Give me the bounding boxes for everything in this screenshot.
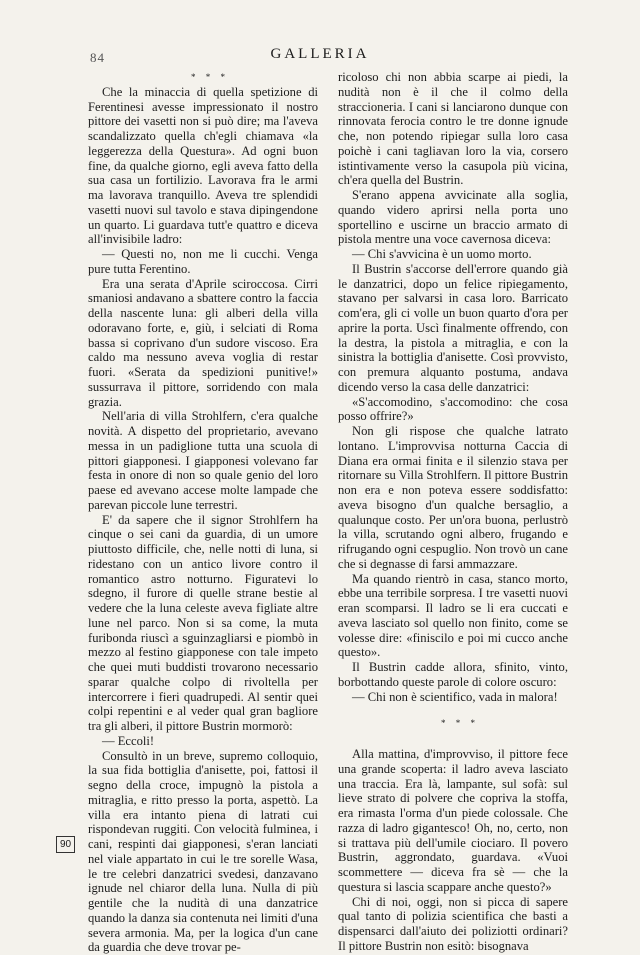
paragraph: Il Bustrin cadde allora, sfinito, vinto, borbottando queste parole di colore oscuro: bbox=[338, 660, 568, 690]
section-ornament: * * * bbox=[338, 716, 568, 731]
paragraph: — Chi non è scientifico, vada in malora! bbox=[338, 690, 568, 705]
paragraph: Era una serata d'Aprile sciroccosa. Cirri smaniosi andavano a sbattere contro la faccia della nascente luna: gli alberi della villa odoravano forte, e, giù, i selciati di Roma bassa si coprivano d'un sudore viscoso. Era caldo ma nessuno aveva voglia di restar fuori. «Serata da spedizioni punitive!» sussurrava il pittore, sorridendo con mala grazia. bbox=[88, 277, 318, 410]
paragraph: — Chi s'avvicina è un uomo morto. bbox=[338, 247, 568, 262]
paragraph: Non gli rispose che qualche latrato lontano. L'improvvisa notturna Caccia di Diana era ormai finita e il silenzio stava per ritornare su Villa Strohlfern. Il pittore Bustrin non era e non poteva essere soddisfatto: aveva bisogno d'un qualche bersaglio, a qualunque costo. Per un'ora buona, perlustrò la villa, scrutando ogni albero, frugando e rifrugando ogni cespuglio. Non trovò un cane che si degnasse di farsi ammazzare. bbox=[338, 424, 568, 572]
paragraph: Consultò in un breve, supremo colloquio, la sua fida bottiglia d'anisette, poi, fattosi il segno della croce, impugnò la pistola a mitraglia, e ritto presso la porta, aspettò. La villa era intanto piena di latrati cui rispondevan ruggiti. Con velocità fulminea, i cani, respinti dai giapponesi, s'eran lanciati nel viale appartato in cui le tre sorelle Wasa, le tre celebri danzatrici svedesi, danzavano ignude nel chiaror della luna. Nulla di più gentile che la nudità di una danzatrice quando la danza sia contenuta nei limiti d'una severa armonia. Ma, per la logica d'un cane da guardia che deve trovar pe- bbox=[88, 749, 318, 955]
running-title: GALLERIA bbox=[0, 46, 640, 63]
paragraph: Che la minaccia di quella spetizione di Ferentinesi avesse impressionato il nostro pittore dei vasetti non si può dire; ma l'aveva scandalizzato quella ch'egli chiamava «la leggerezza della Questura». Ad ogni buon fine, da qualche giorno, egli aveva fatto della sua casa un fortilizio. Lavorava fra le armi ma lavorava tranquillo. Aveva tre splendidi vasetti nuovi sul tavolo e stava dipingendone un quarto. Li guardava tutt'e quattro e diceva all'invisibile ladro: bbox=[88, 85, 318, 247]
paragraph: — Eccoli! bbox=[88, 734, 318, 749]
margin-page-badge: 90 bbox=[56, 836, 75, 853]
paragraph: ricoloso chi non abbia scarpe ai piedi, la nudità non è il che il colmo della straccioneria. I cani si lanciarono dunque con rinnovata ferocia contro le tre donne ignude che, non potendo ripiegar sulla loro casa poichè i cani tagliavan loro la via, corsero istintivamente verso la casupola più vicina, ch'era quella del Bustrin. bbox=[338, 70, 568, 188]
paragraph: — Questi no, non me li cucchi. Venga pure tutta Ferentino. bbox=[88, 247, 318, 277]
paragraph: S'erano appena avvicinate alla soglia, quando videro aprirsi nella porta uno sportellino e uscirne un braccio armato di pistola mentre una voce cavernosa diceva: bbox=[338, 188, 568, 247]
paragraph: «S'accomodino, s'accomodino: che cosa posso offrire?» bbox=[338, 395, 568, 425]
paragraph: Alla mattina, d'improvviso, il pittore fece una grande scoperta: il ladro aveva lasciato una traccia. Era là, lampante, sul sofà: sul lieve strato di polvere che copriva la stoffa, era rimasta l'orma d'un piede colossale. Che razza di ladro gigantesco! Oh, no, certo, non si trattava più dell'umile ciociaro. Il povero Bustrin, aggrondato, guardava. «Vuoi scommettere — diceva fra sè — che la questura si lascia scappare anche questo?» bbox=[338, 747, 568, 895]
paragraph: Ma quando rientrò in casa, stanco morto, ebbe una terribile sorpresa. I tre vasetti nuovi eran scomparsi. Il ladro se li era cuccati e aveva lasciato sol quello non finito, come se volesse dire: «finiscilo e poi mi cucco anche questo». bbox=[338, 572, 568, 661]
right-column bbox=[338, 70, 568, 954]
left-column bbox=[88, 70, 318, 955]
paragraph: Chi di noi, oggi, non si picca di sapere qual tanto di polizia scientifica che basti a dispensarci dall'aiuto dei poliziotti ordinari? Il pittore Bustrin non esitò: bisognava bbox=[338, 895, 568, 954]
paragraph: E' da sapere che il signor Strohlfern ha cinque o sei cani da guardia, di un umore piuttosto difficile, che, nelle notti di luna, si ridestano con un antico livore contro il romantico astro notturno. Figuratevi lo sdegno, il furore di quelle strane bestie al vedere che la luna celeste aveva figliate altre lune nel parco. Non si sa come, la muta furibonda riuscì a sguinzagliarsi e piombò in mezzo al festino giapponese con tale impeto che quei muti buddisti trovarono necessario sparar qualche colpo di rivoltella per intercorrere i fieri quadrupedi. Al sentir quei colpi repentini e al veder qual gran bagliore tra gli alberi, il pittore Bustrin mormorò: bbox=[88, 513, 318, 734]
section-ornament: * * * bbox=[88, 70, 318, 85]
paragraph: Il Bustrin s'accorse dell'errore quando già le danzatrici, dopo un felice ripiegamento, stavano per salvarsi in casa loro. Barricato com'era, gli ci volle un buon quarto d'ora per aprire la porta. Uscì finalmente offrendo, con la destra, la pistola a mitraglia, e con la sinistra la bottiglia d'anisette. Così provvisto, con premura alquanto postuma, andava dicendo verso la casa delle danzatrici: bbox=[338, 262, 568, 395]
paragraph: Nell'aria di villa Strohlfern, c'era qualche novità. A dispetto del proprietario, avevano messa in un padiglione tutta una scuola di pittori giapponesi. I giapponesi volevano far festa in onore di non so quale genio del loro paese ed avevano accese molte lampade che parevan piccole lune terrestri. bbox=[88, 409, 318, 512]
page-number: 84 bbox=[90, 50, 105, 66]
